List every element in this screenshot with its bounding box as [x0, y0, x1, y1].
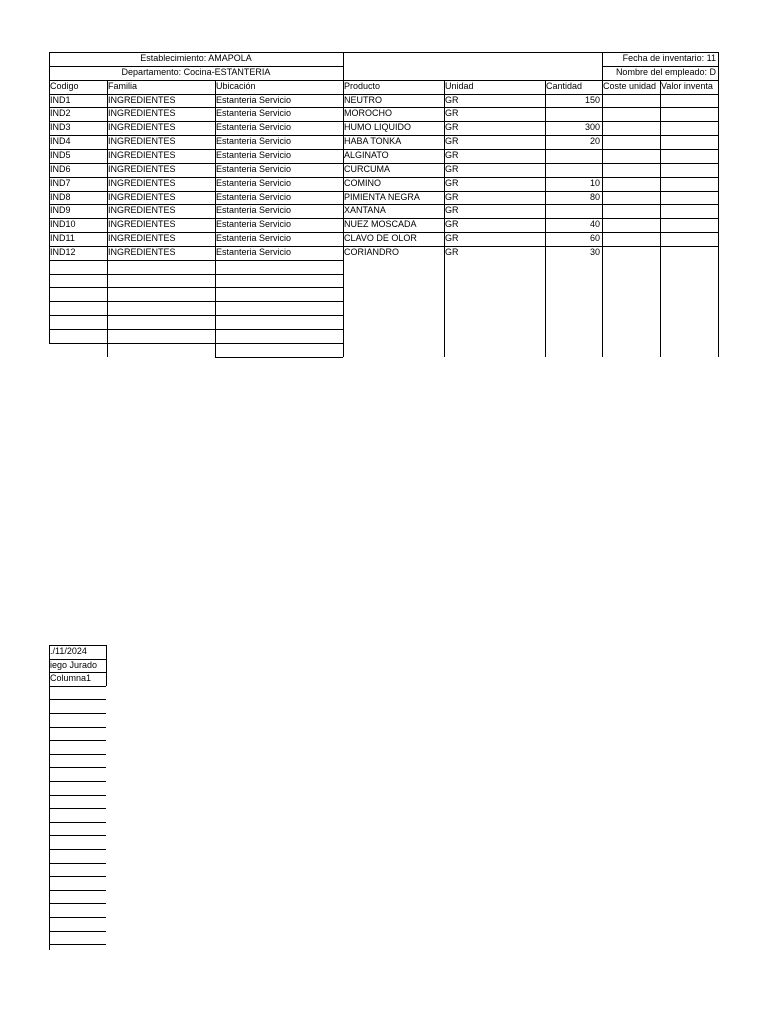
- table-cell-familia[interactable]: INGREDIENTES: [108, 149, 176, 160]
- grid-line: [49, 944, 106, 945]
- table-cell-familia[interactable]: INGREDIENTES: [108, 136, 176, 147]
- table-cell-cantidad[interactable]: [545, 163, 602, 177]
- grid-line: [49, 204, 718, 205]
- grid-line: [49, 260, 343, 261]
- grid-line: [49, 849, 106, 850]
- grid-line: [49, 903, 106, 904]
- table-cell-unidad[interactable]: GR: [445, 219, 459, 230]
- grid-line: [49, 835, 106, 836]
- table-cell-ubicacion[interactable]: Estanteria Servicio: [216, 94, 292, 105]
- table-cell-producto[interactable]: PIMIENTA NEGRA: [344, 191, 420, 202]
- table-border-left: [49, 52, 50, 343]
- table-border-right: [718, 52, 719, 357]
- grid-line: [49, 343, 343, 344]
- table-cell-familia[interactable]: INGREDIENTES: [108, 191, 176, 202]
- table-cell-coste[interactable]: [602, 107, 660, 121]
- table-cell-ubicacion[interactable]: Estanteria Servicio: [216, 219, 292, 230]
- table-cell-cantidad[interactable]: 20: [589, 136, 600, 147]
- table-cell-valor[interactable]: [660, 177, 718, 191]
- table-cell-producto[interactable]: HUMO LIQUIDO: [344, 122, 412, 133]
- grid-line: [49, 287, 343, 288]
- table-cell-coste[interactable]: [602, 135, 660, 149]
- table-cell-coste[interactable]: [602, 232, 660, 246]
- table-border-top: [49, 52, 718, 53]
- table-cell-valor[interactable]: [660, 204, 718, 218]
- table-cell-ubicacion[interactable]: Estanteria Servicio: [216, 136, 292, 147]
- grid-line: [660, 80, 661, 357]
- table-cell-valor[interactable]: [660, 191, 718, 205]
- grid-line: [49, 232, 718, 233]
- table-cell-unidad[interactable]: GR: [445, 246, 459, 257]
- table-cell-ubicacion[interactable]: Estanteria Servicio: [216, 233, 292, 244]
- table-cell-codigo[interactable]: IND7: [50, 177, 71, 188]
- table-cell-codigo[interactable]: IND8: [50, 191, 71, 202]
- grid-line: [49, 727, 106, 728]
- table-cell-coste[interactable]: [602, 218, 660, 232]
- table-cell-ubicacion[interactable]: Estanteria Servicio: [216, 205, 292, 216]
- table-cell-cantidad[interactable]: 150: [584, 94, 600, 105]
- table-cell-familia[interactable]: INGREDIENTES: [108, 246, 176, 257]
- table-cell-familia[interactable]: INGREDIENTES: [108, 177, 176, 188]
- table-cell-coste[interactable]: [602, 94, 660, 108]
- grid-line: [49, 917, 106, 918]
- grid-line: [49, 177, 718, 178]
- table-cell-valor[interactable]: [660, 149, 718, 163]
- grid-line: [49, 149, 718, 150]
- column-header-6[interactable]: Cantidad: [546, 80, 583, 91]
- table-cell-familia[interactable]: INGREDIENTES: [108, 163, 176, 174]
- column-header-7[interactable]: Coste unidad: [603, 80, 657, 91]
- grid-line: [107, 80, 108, 357]
- table-cell-codigo[interactable]: IND6: [50, 163, 71, 174]
- table-cell-cantidad[interactable]: [545, 107, 602, 121]
- grid-line: [49, 876, 106, 877]
- table-cell-coste[interactable]: [602, 177, 660, 191]
- column-header-2[interactable]: Familia: [108, 80, 138, 91]
- grid-line: [49, 713, 106, 714]
- table-cell-valor[interactable]: [660, 107, 718, 121]
- table-cell-valor[interactable]: [660, 246, 718, 260]
- grid-line: [602, 66, 718, 67]
- grid-line: [49, 66, 343, 67]
- grid-line: [215, 80, 216, 357]
- column-header-8[interactable]: Valor inventa: [661, 80, 713, 91]
- table-cell-familia[interactable]: INGREDIENTES: [108, 122, 176, 133]
- table-cell-coste[interactable]: [602, 121, 660, 135]
- grid-line: [49, 781, 106, 782]
- table-border-bottom: [215, 357, 343, 358]
- overflow-fecha[interactable]: ./11/2024: [50, 646, 87, 656]
- grid-line: [49, 107, 718, 108]
- table-cell-codigo[interactable]: IND5: [50, 149, 71, 160]
- table-cell-ubicacion[interactable]: Estanteria Servicio: [216, 163, 292, 174]
- grid-line: [49, 218, 718, 219]
- table-cell-cantidad[interactable]: 60: [589, 233, 600, 244]
- table-cell-producto[interactable]: CURCUMA: [344, 163, 390, 174]
- establecimiento-label[interactable]: Establecimiento: AMAPOLA: [140, 53, 252, 63]
- overflow-border-right: [106, 645, 107, 686]
- table-cell-valor[interactable]: [660, 121, 718, 135]
- table-cell-valor[interactable]: [660, 163, 718, 177]
- nombre-empleado-label[interactable]: Nombre del empleado: D: [615, 66, 716, 77]
- grid-line: [49, 931, 106, 932]
- table-cell-unidad[interactable]: GR: [445, 205, 459, 216]
- table-cell-unidad[interactable]: GR: [445, 136, 459, 147]
- grid-line: [49, 890, 106, 891]
- table-cell-unidad[interactable]: GR: [445, 94, 459, 105]
- table-cell-valor[interactable]: [660, 218, 718, 232]
- grid-line: [49, 301, 343, 302]
- grid-line: [602, 80, 603, 357]
- overflow-column-header[interactable]: Columna1: [50, 673, 92, 684]
- table-cell-cantidad[interactable]: 80: [589, 191, 600, 202]
- table-cell-producto[interactable]: ALGINATO: [344, 149, 389, 160]
- table-cell-ubicacion[interactable]: Estanteria Servicio: [216, 108, 292, 119]
- grid-line: [49, 808, 106, 809]
- table-cell-producto[interactable]: HABA TONKA: [344, 136, 402, 147]
- table-cell-familia[interactable]: INGREDIENTES: [108, 219, 176, 230]
- table-cell-cantidad[interactable]: 30: [589, 246, 600, 257]
- grid-line: [49, 315, 343, 316]
- fecha-inventario-label[interactable]: Fecha de inventario: 11: [622, 53, 716, 63]
- table-cell-ubicacion[interactable]: Estanteria Servicio: [216, 177, 292, 188]
- column-header-4[interactable]: Producto: [344, 80, 381, 91]
- table-cell-coste[interactable]: [602, 204, 660, 218]
- grid-line: [49, 135, 718, 136]
- grid-line: [602, 52, 603, 80]
- grid-line: [49, 94, 718, 95]
- table-cell-coste[interactable]: [602, 246, 660, 260]
- table-cell-coste[interactable]: [602, 149, 660, 163]
- table-cell-producto[interactable]: MOROCHO: [344, 108, 392, 119]
- table-cell-familia[interactable]: INGREDIENTES: [108, 233, 176, 244]
- departamento-label[interactable]: Departamento: Cocina-ESTANTERIA: [121, 66, 271, 77]
- table-cell-cantidad[interactable]: 10: [589, 177, 600, 188]
- table-cell-producto[interactable]: COMINO: [344, 177, 381, 188]
- table-cell-coste[interactable]: [602, 163, 660, 177]
- grid-line: [49, 274, 343, 275]
- table-cell-valor[interactable]: [660, 232, 718, 246]
- grid-line: [49, 822, 106, 823]
- grid-line: [49, 740, 106, 741]
- table-cell-codigo[interactable]: IND11: [50, 233, 75, 244]
- table-cell-codigo[interactable]: IND9: [50, 205, 71, 216]
- table-cell-cantidad[interactable]: 40: [589, 219, 600, 230]
- grid-line: [49, 191, 718, 192]
- table-cell-unidad[interactable]: GR: [445, 108, 459, 119]
- table-cell-unidad[interactable]: GR: [445, 122, 459, 133]
- table-cell-producto[interactable]: CORIANDRO: [344, 246, 400, 257]
- grid-line: [49, 672, 106, 673]
- table-cell-valor[interactable]: [660, 94, 718, 108]
- table-cell-unidad[interactable]: GR: [445, 149, 459, 160]
- table-cell-codigo[interactable]: IND3: [50, 122, 71, 133]
- column-header-1[interactable]: Codigo: [50, 80, 79, 91]
- grid-line: [444, 80, 445, 357]
- table-cell-unidad[interactable]: GR: [445, 177, 459, 188]
- table-cell-codigo[interactable]: IND4: [50, 136, 71, 147]
- grid-line: [49, 699, 106, 700]
- table-cell-coste[interactable]: [602, 191, 660, 205]
- table-cell-valor[interactable]: [660, 135, 718, 149]
- grid-line: [343, 52, 344, 357]
- table-cell-codigo[interactable]: IND2: [50, 108, 71, 119]
- overflow-border-top: [49, 645, 107, 646]
- grid-line: [49, 795, 106, 796]
- column-header-3[interactable]: Ubicación: [216, 80, 256, 91]
- table-cell-unidad[interactable]: GR: [445, 233, 459, 244]
- table-cell-familia[interactable]: INGREDIENTES: [108, 205, 176, 216]
- table-cell-codigo[interactable]: IND12: [50, 246, 76, 257]
- table-cell-familia[interactable]: INGREDIENTES: [108, 108, 176, 119]
- grid-line: [49, 121, 718, 122]
- table-cell-ubicacion[interactable]: Estanteria Servicio: [216, 149, 292, 160]
- grid-line: [49, 80, 718, 81]
- grid-line: [49, 329, 343, 330]
- table-cell-codigo[interactable]: IND1: [50, 94, 71, 105]
- grid-line: [49, 754, 106, 755]
- table-cell-ubicacion[interactable]: Estanteria Servicio: [216, 246, 292, 257]
- table-cell-unidad[interactable]: GR: [445, 163, 459, 174]
- table-cell-producto[interactable]: CLAVO DE OLOR: [344, 233, 417, 244]
- table-cell-cantidad[interactable]: 300: [584, 122, 600, 133]
- overflow-border-left: [49, 645, 50, 950]
- table-cell-ubicacion[interactable]: Estanteria Servicio: [216, 191, 292, 202]
- table-cell-producto[interactable]: NEUTRO: [344, 94, 382, 105]
- column-header-5[interactable]: Unidad: [445, 80, 474, 91]
- table-cell-cantidad[interactable]: [545, 204, 602, 218]
- grid-line: [545, 80, 546, 357]
- table-cell-familia[interactable]: INGREDIENTES: [108, 94, 176, 105]
- table-cell-codigo[interactable]: IND10: [50, 219, 76, 230]
- grid-line: [49, 863, 106, 864]
- grid-line: [49, 163, 718, 164]
- table-cell-unidad[interactable]: GR: [445, 191, 459, 202]
- grid-line: [49, 767, 106, 768]
- table-cell-ubicacion[interactable]: Estanteria Servicio: [216, 122, 292, 133]
- grid-line: [49, 246, 718, 247]
- table-cell-producto[interactable]: NUEZ MOSCADA: [344, 219, 417, 230]
- table-cell-producto[interactable]: XANTANA: [344, 205, 386, 216]
- overflow-empleado[interactable]: iego Jurado: [50, 659, 98, 670]
- table-cell-cantidad[interactable]: [545, 149, 602, 163]
- grid-line: [49, 686, 106, 687]
- grid-line: [49, 659, 106, 660]
